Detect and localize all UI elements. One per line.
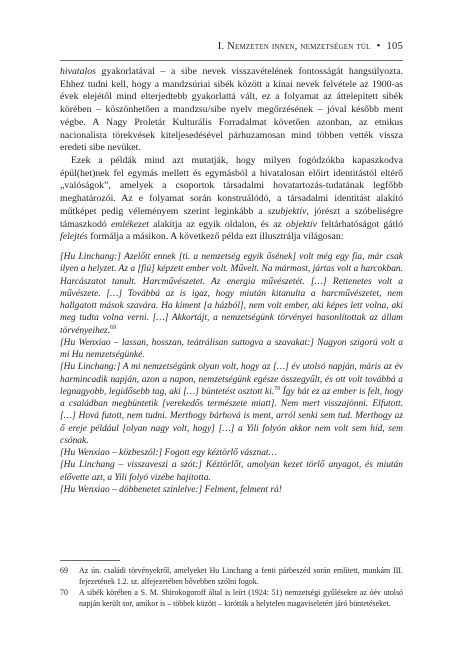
footnote bbox=[60, 566, 403, 587]
emphasis-forgetting: felejtés bbox=[60, 231, 88, 243]
paragraph-text: formálja a másikon. A következő példa ezt illusztrálja világosan: bbox=[87, 231, 344, 243]
quote-text: [Hu Linchang:] A mi nemzetségünk olyan volt, hogy az […] év utolsó napján, máris az év harmincadik napján, azon a napon, nemzetségünk egésze összegyűlt, és ott volt továbbá a legnagyobb, legidősebb tag, aki […] büntetést osztott ki. bbox=[60, 362, 403, 397]
paragraph-text: , jórészt a szóbeliségre támaszkodó bbox=[60, 205, 403, 230]
body-text bbox=[60, 66, 403, 496]
emphasis-memory: emlékezet bbox=[110, 218, 150, 230]
header-rule bbox=[60, 60, 403, 61]
quote-line: [Hu Wenxiao – lassan, hosszan, teátrálisan suttogva a szavakat:] Nagyon szigorú volt a mi Hu nemzetségünké. bbox=[60, 337, 403, 361]
footnote-number: 69 bbox=[60, 566, 68, 575]
paragraph bbox=[60, 155, 403, 244]
quote-line bbox=[60, 361, 403, 447]
paragraph-text: alakítja az egyik oldalon, és az bbox=[149, 218, 286, 230]
quote-line bbox=[60, 251, 403, 337]
page-number: 105 bbox=[386, 41, 403, 52]
footnote-text: A sibék körében a S. M. Shirokogoroff által is leírt (1924: 51) nemzetségi gyűlésekre az óév utolsó napján került sor, amikor is – többek között – kirótták a helytelen magaviseletért járó büntetéseket. bbox=[79, 588, 403, 608]
footnotes bbox=[60, 566, 403, 610]
paragraph-continued bbox=[60, 66, 403, 155]
footnote-number: 70 bbox=[60, 588, 68, 598]
emphasis-official: hivatalos bbox=[60, 66, 96, 77]
footnote-ref[interactable]: 70 bbox=[274, 385, 281, 392]
quote-text: Így hát ez az ember is felt, hogy a családban megbüntetik [verekedős természete miatt]. Nem mert visszajönni. Elfutott. […] Hová futott, nem tudni. Merthogy bárhová is ment, arról senki sem tud. Merthogy az ő ereje például [olyan nagy volt, hogy] […] a Yili folyón akkor nem volt sem híd, sem csónak. bbox=[60, 386, 403, 446]
paragraph-text: Ezek a példák mind azt mutatják, hogy milyen fogódzókba kapaszkodva épül(het)nek fel egymás mellett és egymásból a hivatalosan előírt identitástól eltérő „valóságok”, amelyek a csoportok társadalmi hovatartozás-tudatának legfőbb meghatározói. Az e folyamat során konstruálódó, a társadalmi identitást alakító műtképet pedig véleményem szerint leginkább a bbox=[60, 155, 403, 217]
header-separator: • bbox=[376, 41, 381, 52]
footnote bbox=[60, 588, 403, 609]
block-quote bbox=[60, 251, 403, 496]
quote-line: [Hu Linchang – visszaveszi a szót:] Kéztörlőt, amolyan kezet törlő anyagot, és miután elővette azt, a Yili folyó vizébe hajította. bbox=[60, 460, 403, 483]
footnote-ref[interactable]: 69 bbox=[110, 324, 117, 331]
paragraph-text: feltárhatóságot gátló bbox=[316, 218, 403, 230]
quote-line: [Hu Wenxiao – döbbenetet színlelve:] Felment, felment rá! bbox=[60, 484, 282, 495]
emphasis-subjective: szubjektív bbox=[267, 205, 307, 217]
quote-line: [Hu Wenxiao – közbeszól:] Fogott egy kéztörlő vásznat… bbox=[60, 448, 277, 459]
emphasis-objective: objektív bbox=[285, 218, 317, 230]
quote-text: [Hu Linchang:] Azelőtt ennek [ti. a nemzetség egyik ősének] volt még egy fia, már csak ilyen a helyzet. Az a [fiú] képzett ember volt. Művelt. Na mármost, jártas volt a harcokban. Harcászatot tanult. Harcművészetet. Az energia művészetét. […] Rettenetes volt a művészete. […] Továbbá az is igaz, hogy miután kitanulta a harcművészetet, nem hallgatott mások szavára. Ha kiment [a házból], nem volt ember, aki képes lett volna, aki meg tudta volna verni. […] Akkortájt, a nemzetségünk törvényei hasonlítottak az állam törvényeihez. bbox=[60, 252, 403, 336]
paragraph-text: gyakorlatával – a sibe nevek visszavételének fontosságát hangsúlyozta. Ehhez tudni kell, hogy a mandzsúriai sibék között a kínai nevek felvétele az 1900-as évek elejétől mind elterjedtebb gyakorlattá vált, ez a folyamat az áttelepített sibék körében – köszönhetően a mandzsu/sibe nyelv megőrzésének – jóval később ment végbe. A Nagy Proletár Kulturális Forradalmat követően azonban, az etnikus nacionalista törekvések kiteljesedésével párhuzamosan mind többen vették vissza eredeti sibe nevüket. bbox=[60, 66, 403, 154]
footnote-rule bbox=[60, 560, 120, 561]
chapter-title: I. Nemzeten innen, nemzetségen túl bbox=[217, 41, 371, 52]
footnote-text: Az ún. családi törvényekről, amelyeket Hu Linchang a fenti párbeszéd során említett, munkám III. fejezetének 1.2. sz. alfejezetében bővebben szólni fogok. bbox=[79, 566, 403, 586]
running-head bbox=[60, 40, 403, 54]
